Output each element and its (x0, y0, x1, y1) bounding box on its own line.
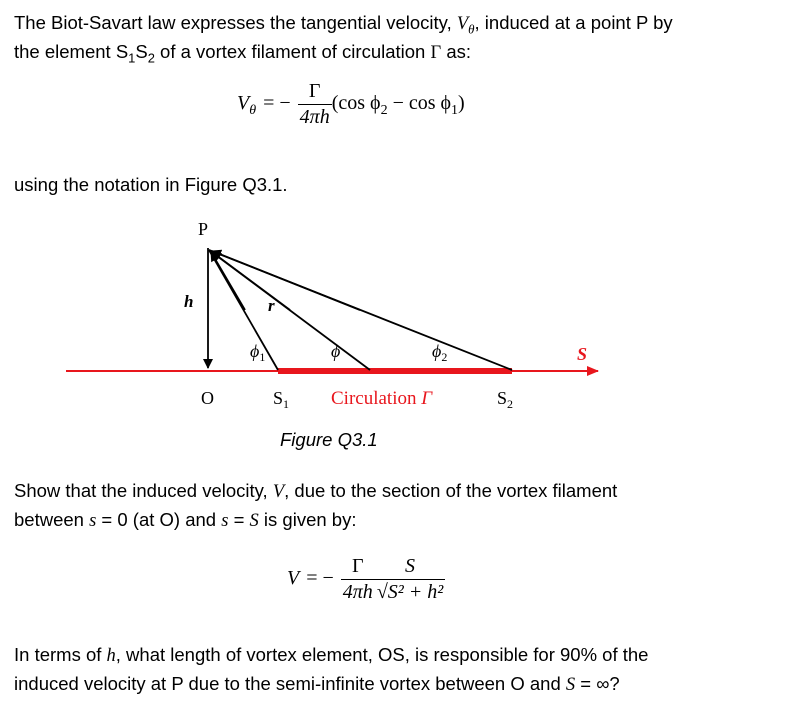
label-circulation: Circulation Γ (331, 388, 433, 409)
velocity-symbol: $V_\theta$ (456, 14, 475, 37)
label-r: r (268, 296, 275, 315)
question-line-2: induced velocity at P due to the semi-infinite vortex between O and S = ∞? (14, 673, 620, 695)
label-s2: $S_2$ (497, 388, 514, 411)
fraction-s-sqrt: $\frac{S}{\text{√S² + h²}}$ (376, 555, 444, 603)
intro-line-1: The Biot-Savart law expresses the tangential velocity, $V_\theta$, induced at a point P by (14, 12, 673, 37)
induced-velocity-equation: V = − $\frac{\Gamma}{4\pi h}$ $\frac{S}{\text{√S² + h²}}$ (287, 555, 444, 603)
label-p: P (198, 219, 209, 239)
biot-savart-equation: $V_\theta$ = − $\frac{\Gamma}{4\pi h}$ (cos $\phi_2 - \cos \phi_1$) (237, 80, 465, 128)
ray-arrow-3 (212, 251, 360, 310)
notation-text: using the notation in Figure Q3.1. (14, 174, 288, 195)
ray-arrow-1 (211, 252, 245, 310)
fraction-gamma-4pih: $\frac{\Gamma}{4\pi h}$ (299, 80, 330, 128)
show-line-2: between s = 0 (at O) and s = S is given by: (14, 509, 357, 531)
label-phi2: $\phi_2$ (432, 341, 448, 364)
label-s-axis: S (577, 344, 588, 364)
intro-line-2: the element $S_1S_2$ of a vortex filament of circulation Γ as: (14, 41, 472, 66)
label-h: h (184, 292, 194, 311)
label-phi1: $\phi_1$ (250, 341, 266, 364)
label-s1: $S_1$ (273, 388, 290, 411)
label-o: O (201, 388, 214, 408)
question-line-1: In terms of h, what length of vortex element, OS, is responsible for 90% of the (14, 644, 649, 666)
ray-arrow-2 (212, 252, 290, 310)
fraction-gamma: $\frac{\Gamma}{4\pi h}$ (342, 555, 373, 603)
show-line-1: Show that the induced velocity, V, due to the section of the vortex filament (14, 480, 618, 502)
figure-caption: Figure Q3.1 (280, 429, 378, 450)
label-phi: ϕ (331, 341, 341, 361)
figure-q3-1 (0, 210, 800, 470)
